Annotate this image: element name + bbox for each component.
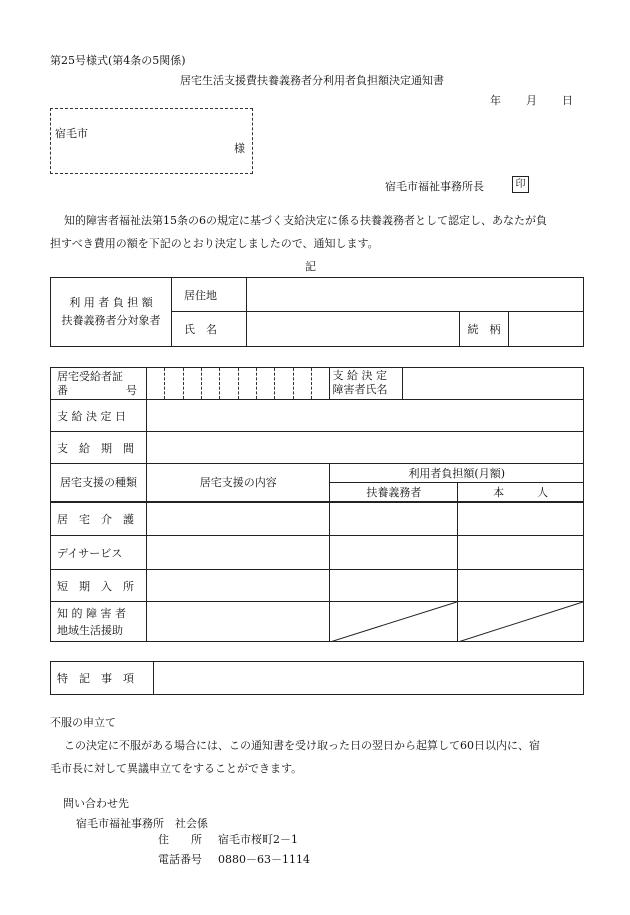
- address-value-cell[interactable]: [247, 278, 584, 312]
- support-type-label: 居宅支援の種類: [59, 476, 137, 490]
- special-notes-label: 特 記 事 項: [57, 672, 134, 685]
- contact-heading: 問い合わせ先: [63, 797, 129, 810]
- cert-label-go: 号: [126, 383, 137, 397]
- short-stay-guardian[interactable]: [330, 570, 458, 602]
- name-label-cell: [172, 312, 247, 347]
- special-notes-label-cell: [51, 662, 154, 695]
- row-short-stay-label: 短 期 入 所: [57, 579, 134, 593]
- recipient-label-1: 支 給 決 定: [332, 369, 387, 382]
- guardian-label: 扶養義務者: [366, 485, 422, 499]
- decision-date-label: 支 給 決 定 日: [57, 409, 126, 423]
- form-number: 第25号様式(第4条の5関係): [50, 54, 186, 67]
- recipient-name-value[interactable]: [403, 368, 583, 399]
- recipient-label: [330, 368, 403, 399]
- short-stay-self[interactable]: [458, 570, 584, 602]
- relation-label-cell: [460, 312, 509, 347]
- special-notes-table: [50, 661, 584, 695]
- row-day-service-label: デイサービス: [57, 546, 123, 560]
- home-care-content[interactable]: [146, 502, 330, 536]
- cert-label-1: 居宅受給者証: [57, 369, 123, 383]
- diagonal-slash-icon: [458, 602, 583, 642]
- home-care-guardian[interactable]: [330, 502, 458, 536]
- support-content-header: [146, 464, 330, 502]
- date-day-label: 日: [562, 94, 573, 107]
- row-home-care-label: 居 宅 介 護: [57, 512, 134, 526]
- cert-label-ban: 番: [57, 383, 68, 397]
- contact-phone: 0880－63－1114: [218, 853, 310, 866]
- row-home-care: [51, 502, 147, 536]
- period-label-cell: [51, 432, 147, 464]
- objection-line2: 毛市長に対して異議申立てをすることができます。: [50, 762, 303, 775]
- community-living-content[interactable]: [146, 602, 330, 642]
- cert-number-label-cell: [51, 368, 147, 400]
- period-label: 支 給 期 間: [57, 441, 134, 455]
- addressee-box: [50, 108, 253, 174]
- cert-digit-grid: [147, 368, 330, 399]
- target-person-label-2: 扶養義務者分対象者: [61, 314, 161, 327]
- seal-mark: 印: [512, 176, 529, 193]
- document-title: 居宅生活支援費扶養義務者分利用者負担額決定通知書: [180, 74, 444, 87]
- self-label: 本 人: [493, 485, 549, 499]
- guardian-header: [330, 483, 458, 502]
- support-decision-table: [50, 367, 584, 642]
- decision-date-label-cell: [51, 400, 147, 432]
- contact-phone-label: 電話番号: [158, 853, 202, 866]
- target-person-table: [50, 277, 584, 347]
- name-label: 氏 名: [184, 323, 217, 336]
- address-label: 居住地: [184, 288, 217, 302]
- recipient-cell: [330, 368, 584, 400]
- self-header: [458, 483, 584, 502]
- row-community-living: [51, 602, 147, 642]
- date-year-label: 年: [490, 94, 501, 107]
- day-service-content[interactable]: [146, 536, 330, 570]
- day-service-guardian[interactable]: [330, 536, 458, 570]
- body-text-line2: 担すべき費用の額を下記のとおり決定しましたので、通知します。: [50, 237, 379, 250]
- relation-value-cell[interactable]: [509, 312, 584, 347]
- contact-office: 宿毛市福祉事務所 社会係: [76, 817, 208, 830]
- row-short-stay: [51, 570, 147, 602]
- recipient-label-2: 障害者氏名: [332, 383, 388, 396]
- community-living-self: [458, 602, 584, 642]
- community-living-guardian: [330, 602, 458, 642]
- objection-line1: この決定に不服がある場合には、この通知書を受け取った日の翌日から起算して60日以内に、宿: [64, 739, 540, 752]
- diagonal-slash-icon: [330, 602, 457, 642]
- burden-monthly-label: 利用者負担額(月額): [408, 467, 506, 480]
- name-value-cell[interactable]: [247, 312, 460, 347]
- relation-label: 続 柄: [467, 323, 501, 336]
- addressee-honorific: 様: [234, 142, 245, 155]
- period-value[interactable]: [146, 432, 583, 464]
- support-type-header: [51, 464, 147, 502]
- objection-heading: 不服の申立て: [50, 716, 116, 729]
- target-person-label-cell: [51, 278, 172, 347]
- special-notes-value[interactable]: [154, 662, 584, 695]
- support-content-label: 居宅支援の内容: [199, 476, 277, 490]
- burden-monthly-header: [330, 464, 584, 483]
- target-person-label-1: 利 用 者 負 担 額: [69, 296, 153, 309]
- contact-address: 宿毛市桜町2－1: [218, 833, 298, 846]
- issuer-name: 宿毛市福祉事務所長: [385, 180, 484, 193]
- row-community-living-label-1: 知 的 障 害 者: [57, 606, 126, 620]
- addressee-city: 宿毛市: [55, 127, 88, 140]
- address-label-cell: [172, 278, 247, 312]
- cert-label-2: [57, 384, 137, 398]
- row-community-living-label-2: 地域生活援助: [57, 623, 123, 637]
- ki-heading: 記: [305, 260, 316, 273]
- home-care-self[interactable]: [458, 502, 584, 536]
- decision-date-value[interactable]: [146, 400, 583, 432]
- body-text-line1: 知的障害者福祉法第15条の6の規定に基づく支給決定に係る扶養義務者として認定し、あなたが負: [64, 214, 547, 227]
- short-stay-content[interactable]: [146, 570, 330, 602]
- date-month-label: 月: [526, 94, 537, 107]
- row-day-service: [51, 536, 147, 570]
- day-service-self[interactable]: [458, 536, 584, 570]
- contact-address-label: 住 所: [158, 833, 202, 846]
- cert-number-cells[interactable]: [146, 368, 330, 400]
